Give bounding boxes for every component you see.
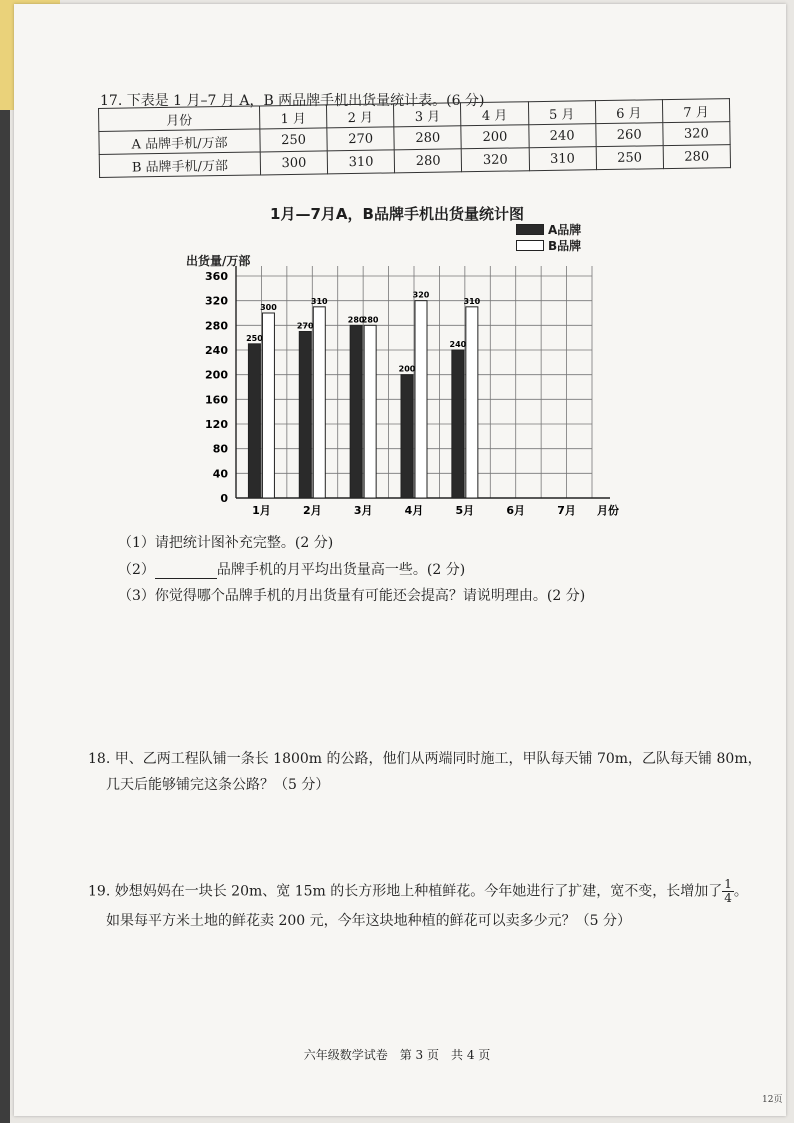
legend-label-b: B品牌 (548, 238, 582, 253)
table-cell: 6 月 (595, 100, 662, 124)
bar-chart (0, 0, 794, 560)
x-axis-label: 月份 (597, 504, 619, 517)
x-tick-label: 2月 (302, 504, 322, 517)
x-tick-label: 1月 (252, 504, 271, 517)
subquestion-1: （1）请把统计图补充完整。(2 分) (118, 535, 334, 551)
table-cell: 5 月 (528, 101, 595, 125)
bar-brand-a (248, 344, 260, 498)
table-cell: 310 (529, 147, 596, 171)
bar-brand-b (262, 313, 274, 498)
table-cell: 7 月 (662, 99, 730, 123)
y-tick-label: 200 (205, 368, 228, 382)
chart-title: 1月—7月A，B品牌手机出货量统计图 (270, 205, 524, 223)
table-cell: 250 (260, 128, 327, 152)
table-cell: 280 (394, 149, 461, 173)
corner-page-note: 12页 (762, 1095, 783, 1105)
table-cell: 月份 (99, 106, 260, 132)
y-tick-label: 360 (205, 270, 228, 283)
data-label: 200 (398, 364, 416, 374)
data-label: 270 (296, 321, 314, 331)
table-cell: 270 (327, 127, 394, 151)
x-tick-label: 7月 (557, 504, 576, 517)
bar-brand-b (313, 307, 325, 498)
subquestion-3: （3）你觉得哪个品牌手机的月出货量有可能还会提高？请说明理由。(2 分) (118, 588, 586, 604)
table-cell: A 品牌手机/万部 (99, 129, 260, 155)
table-cell: 280 (394, 126, 461, 150)
y-tick-label: 80 (212, 442, 228, 456)
question-19-line-2: 如果每平方米土地的鲜花卖 200 元，今年这块地种植的鲜花可以卖多少元？（5 分） (106, 913, 631, 929)
data-label: 310 (310, 296, 328, 306)
table-cell: 200 (461, 125, 528, 149)
bar-brand-a (350, 325, 362, 498)
x-tick-label: 5月 (455, 504, 475, 517)
question-19-end: 。 (733, 883, 748, 900)
data-label: 300 (260, 303, 277, 312)
table-cell: 320 (663, 122, 731, 146)
table-cell: 320 (462, 148, 529, 172)
y-tick-label: 320 (205, 294, 228, 308)
bar-brand-b (466, 307, 478, 498)
y-tick-label: 120 (205, 418, 228, 431)
data-label: 250 (246, 333, 263, 343)
table-cell: 280 (663, 145, 731, 169)
answer-blank[interactable] (155, 564, 217, 579)
fraction-one-quarter (722, 878, 734, 905)
y-tick-label: 0 (220, 492, 228, 505)
table-cell: 1 月 (259, 105, 326, 129)
x-tick-label: 6月 (506, 504, 526, 517)
x-tick-label: 3月 (353, 504, 373, 517)
table-cell: 4 月 (461, 102, 528, 126)
table-cell: B 品牌手机/万部 (99, 152, 260, 178)
table-cell: 310 (327, 150, 394, 174)
bar-brand-a (401, 375, 413, 498)
question-18-line-1: 18. 甲、乙两工程队铺一条长 1800m 的公路，他们从两端同时施工，甲队每天铺 70m，乙队每天铺 80m， (88, 751, 762, 767)
subquestion-2-prefix: （2） (118, 562, 155, 578)
y-tick-label: 40 (212, 467, 228, 481)
question-19-line-1 (88, 878, 748, 905)
bar-brand-a (299, 332, 311, 499)
y-axis-label: 出货量/万部 (186, 254, 251, 268)
data-label: 240 (449, 340, 467, 349)
subquestion-2-text: 品牌手机的月平均出货量高一些。(2 分) (216, 562, 466, 578)
x-tick-label: 4月 (404, 504, 424, 517)
bar-brand-b (364, 325, 376, 498)
table-cell: 240 (528, 124, 595, 148)
bar-brand-a (452, 350, 464, 498)
subquestion-2 (118, 559, 465, 579)
data-label: 310 (463, 296, 481, 306)
legend-label-a: A品牌 (548, 222, 582, 237)
question-17-title: 17. 下表是 1 月–7 月 A，B 两品牌手机出货量统计表。(6 分) (100, 93, 485, 109)
data-label: 280 (361, 315, 379, 325)
page-footer: 六年级数学试卷 第 3 页 共 4 页 (303, 1048, 491, 1062)
question-19-text: 19. 妙想妈妈在一块长 20m、宽 15m 的长方形地上种植鲜花。今年她进行了扩建，宽不变，长增加了 (88, 883, 723, 900)
y-tick-label: 240 (205, 344, 228, 357)
table-cell: 260 (596, 123, 663, 147)
fraction-denominator: 4 (724, 891, 732, 905)
table-cell: 250 (596, 146, 663, 170)
fraction-numerator: 1 (724, 877, 732, 891)
data-label: 280 (347, 315, 365, 325)
data-label: 320 (412, 290, 430, 300)
table-cell: 300 (260, 151, 327, 175)
bar-brand-b (415, 301, 427, 498)
question-18-line-2: 几天后能够铺完这条公路？（5 分） (106, 777, 330, 793)
y-tick-label: 280 (205, 319, 228, 333)
y-tick-label: 160 (205, 393, 228, 407)
table-cell: 3 月 (394, 103, 461, 127)
table-cell: 2 月 (327, 104, 394, 128)
